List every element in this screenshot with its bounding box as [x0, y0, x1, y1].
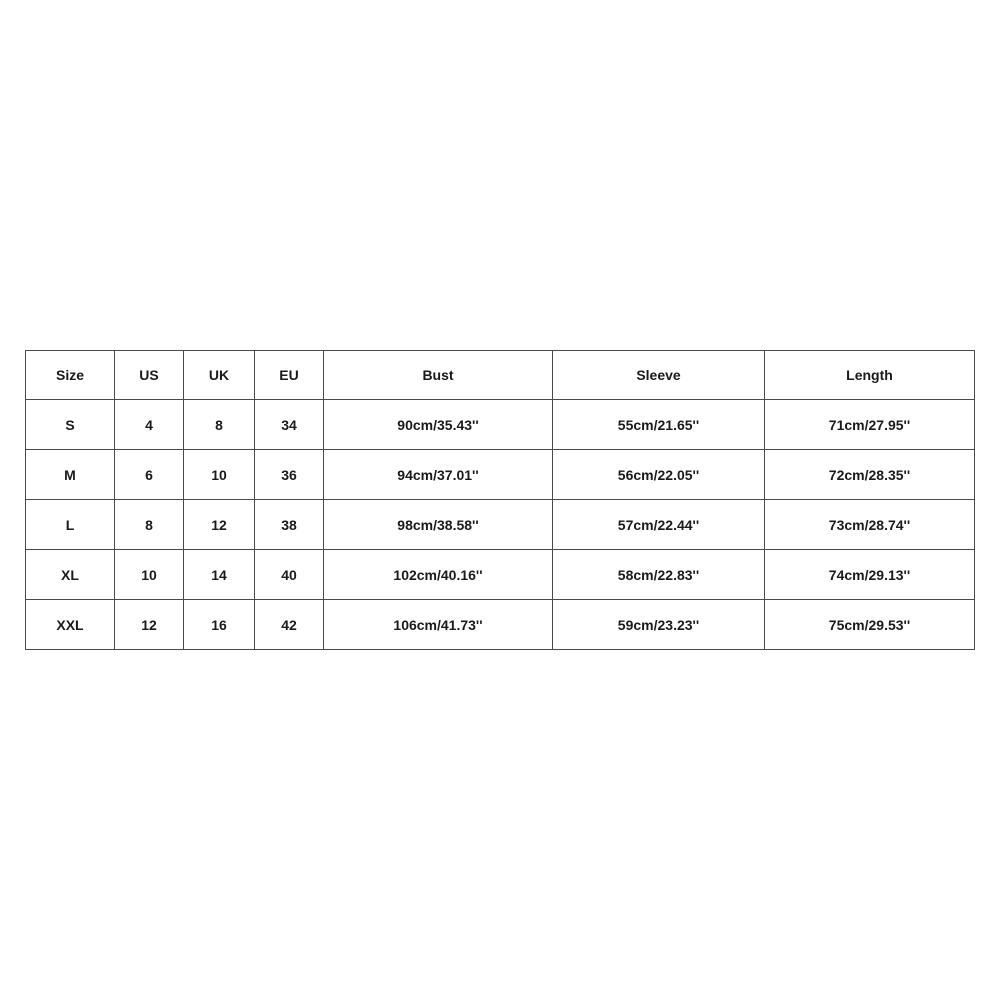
- cell-size: XL: [26, 550, 115, 600]
- cell-sleeve: 55cm/21.65'': [553, 400, 765, 450]
- header-eu: EU: [255, 351, 324, 400]
- header-uk: UK: [184, 351, 255, 400]
- cell-eu: 40: [255, 550, 324, 600]
- cell-bust: 102cm/40.16'': [324, 550, 553, 600]
- cell-eu: 38: [255, 500, 324, 550]
- cell-us: 10: [115, 550, 184, 600]
- table-header-row: [26, 351, 975, 400]
- cell-sleeve: 56cm/22.05'': [553, 450, 765, 500]
- cell-size: M: [26, 450, 115, 500]
- cell-length: 74cm/29.13'': [765, 550, 975, 600]
- header-bust: Bust: [324, 351, 553, 400]
- cell-sleeve: 57cm/22.44'': [553, 500, 765, 550]
- cell-bust: 106cm/41.73'': [324, 600, 553, 650]
- cell-us: 12: [115, 600, 184, 650]
- size-chart-table: [25, 350, 975, 650]
- cell-sleeve: 58cm/22.83'': [553, 550, 765, 600]
- cell-uk: 14: [184, 550, 255, 600]
- cell-bust: 98cm/38.58'': [324, 500, 553, 550]
- cell-uk: 10: [184, 450, 255, 500]
- cell-sleeve: 59cm/23.23'': [553, 600, 765, 650]
- header-us: US: [115, 351, 184, 400]
- cell-length: 75cm/29.53'': [765, 600, 975, 650]
- cell-bust: 94cm/37.01'': [324, 450, 553, 500]
- cell-uk: 8: [184, 400, 255, 450]
- cell-eu: 34: [255, 400, 324, 450]
- table-row: [26, 450, 975, 500]
- cell-size: S: [26, 400, 115, 450]
- header-size: Size: [26, 351, 115, 400]
- cell-uk: 16: [184, 600, 255, 650]
- cell-size: XXL: [26, 600, 115, 650]
- table-row: [26, 400, 975, 450]
- cell-us: 8: [115, 500, 184, 550]
- cell-us: 4: [115, 400, 184, 450]
- cell-us: 6: [115, 450, 184, 500]
- cell-length: 71cm/27.95'': [765, 400, 975, 450]
- cell-eu: 36: [255, 450, 324, 500]
- header-sleeve: Sleeve: [553, 351, 765, 400]
- header-length: Length: [765, 351, 975, 400]
- cell-eu: 42: [255, 600, 324, 650]
- table-row: [26, 550, 975, 600]
- cell-size: L: [26, 500, 115, 550]
- table-row: [26, 600, 975, 650]
- cell-length: 73cm/28.74'': [765, 500, 975, 550]
- cell-bust: 90cm/35.43'': [324, 400, 553, 450]
- cell-length: 72cm/28.35'': [765, 450, 975, 500]
- table-row: [26, 500, 975, 550]
- cell-uk: 12: [184, 500, 255, 550]
